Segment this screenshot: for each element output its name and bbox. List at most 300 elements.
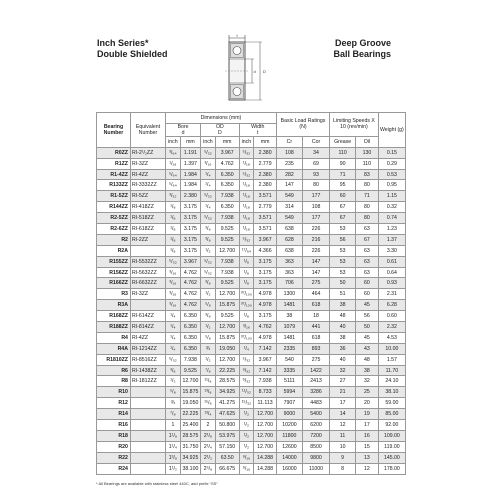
cell-bearing-number: R24 [97, 463, 131, 474]
cell-width-mm: 3.967 [254, 234, 277, 245]
cell-speed-grease: 53 [330, 256, 356, 267]
cell-bearing-number: R8 [97, 376, 131, 387]
cell-od-mm: 6.350 [215, 180, 239, 191]
cell-load-cr: 12600 [276, 441, 302, 452]
cell-speed-grease: 40 [330, 322, 356, 333]
cell-load-cr: 14000 [276, 452, 302, 463]
cell-bore-inch: 1 [166, 420, 181, 431]
cell-equivalent-number [130, 420, 165, 431]
cell-weight: 0.93 [378, 278, 405, 289]
cell-equivalent-number [130, 398, 165, 409]
cell-bearing-number: R22 [97, 452, 131, 463]
cell-width-inch: ¹/₈ [239, 256, 254, 267]
cell-speed-grease: 50 [330, 278, 356, 289]
cell-bore-mm: 3.175 [180, 202, 200, 213]
cell-equivalent-number: RI-4ZZ [130, 332, 165, 343]
table-row [97, 158, 406, 169]
cell-load-cor: 226 [302, 224, 329, 235]
cell-load-cr: 628 [276, 234, 302, 245]
cell-speed-grease: 53 [330, 245, 356, 256]
cell-width-mm: 7.142 [254, 365, 277, 376]
cell-od-mm: 3.967 [215, 147, 239, 158]
cell-bore-inch: ³/₈ [166, 365, 181, 376]
cell-od-inch: ⁵/₃₂ [201, 267, 216, 278]
cell-bearing-number: R1-5ZZ [97, 191, 131, 202]
cell-speed-oil: 48 [356, 354, 379, 365]
cell-width-inch: ¹/₈ [239, 267, 254, 278]
cell-od-mm: 47.625 [215, 409, 239, 420]
cell-speed-oil: 15 [356, 441, 379, 452]
cell-bearing-number: R2-5ZZ [97, 213, 131, 224]
cell-load-cor: 177 [302, 213, 329, 224]
cell-od-mm: 7.938 [215, 256, 239, 267]
cell-bearing-number: R3A [97, 300, 131, 311]
cell-od-mm: 28.575 [215, 376, 239, 387]
cell-speed-grease: 10 [330, 441, 356, 452]
cell-equivalent-number: RI-3ZZ [130, 289, 165, 300]
cell-bore-inch: 1³/₈ [166, 452, 181, 463]
cell-bearing-number: R188ZZ [97, 322, 131, 333]
cell-load-cr: 147 [276, 180, 302, 191]
cell-bearing-number: R20 [97, 441, 131, 452]
cell-speed-oil: 60 [356, 289, 379, 300]
cell-bore-mm: 4.762 [180, 289, 200, 300]
cell-width-inch: ¹/₁₈ [239, 158, 254, 169]
table-row [97, 332, 406, 343]
cell-width-inch: ⁹/₁₆ [239, 452, 254, 463]
cell-width-inch: ⁵/₃₂ [239, 354, 254, 365]
cell-equivalent-number: RI-2ZZ [130, 234, 165, 245]
table-row [97, 267, 406, 278]
cell-load-cor: 177 [302, 191, 329, 202]
cell-speed-grease: 21 [330, 387, 356, 398]
cell-bore-mm: 2.380 [180, 191, 200, 202]
col-header-cr: Cr [276, 136, 302, 147]
od-text: OD [215, 123, 224, 130]
cell-od-mm: 7.938 [215, 191, 239, 202]
cell-speed-oil: 45 [356, 300, 379, 311]
cell-speed-oil: 45 [356, 332, 379, 343]
cell-speed-grease: 36 [330, 343, 356, 354]
cell-load-cor: 147 [302, 267, 329, 278]
cell-width-inch: ¹/₄ [239, 343, 254, 354]
cell-od-inch: 2¹/₈ [201, 430, 216, 441]
cell-equivalent-number [130, 245, 165, 256]
cell-speed-grease: 56 [330, 234, 356, 245]
cell-bore-inch: ¹/₄ [166, 332, 181, 343]
cell-bearing-number: R10 [97, 387, 131, 398]
cell-speed-oil: 38 [356, 365, 379, 376]
cell-od-inch: ¹⁵/₈ [201, 398, 216, 409]
cell-bearing-number: R1-4ZZ [97, 169, 131, 180]
cell-load-cor: 80 [302, 180, 329, 191]
cell-bore-mm: 22.225 [180, 409, 200, 420]
cell-speed-oil: 56 [356, 311, 379, 322]
cell-equivalent-number [130, 441, 165, 452]
width-label: t [236, 33, 238, 38]
cell-bore-inch: ⁵/₆₄ [166, 180, 181, 191]
table-row [97, 398, 406, 409]
cell-bore-inch: ¹/₄ [166, 311, 181, 322]
cell-width-inch: ¹/₁₈ [239, 180, 254, 191]
cell-width-inch: ⁹/₃₂ [239, 376, 254, 387]
col-header-od [201, 123, 239, 136]
cell-bore-mm: 34.925 [180, 452, 200, 463]
cell-weight: 1.15 [378, 191, 405, 202]
cell-width-inch: ³⁷/₁₀₀ [239, 300, 254, 311]
cell-speed-oil: 16 [356, 430, 379, 441]
cell-weight: 59.00 [378, 398, 405, 409]
cell-width-mm: 12.700 [254, 441, 277, 452]
cell-bearing-number: R2 [97, 234, 131, 245]
cell-bore-mm: 1.984 [180, 169, 200, 180]
cell-width-inch: ¹⁵/₃₂ [239, 398, 254, 409]
cell-bore-mm: 4.762 [180, 300, 200, 311]
table-row [97, 409, 406, 420]
cell-speed-grease: 27 [330, 376, 356, 387]
cell-speed-oil: 25 [356, 387, 379, 398]
table-row [97, 420, 406, 431]
cell-load-cr: 5111 [276, 376, 302, 387]
cell-speed-oil: 17 [356, 420, 379, 431]
bearing-cross-section-diagram [218, 32, 270, 104]
cell-width-mm: 3.967 [254, 354, 277, 365]
cell-weight: 0.64 [378, 267, 405, 278]
cell-bearing-number: R4 [97, 332, 131, 343]
cell-width-inch: ¹/₁₈ [239, 213, 254, 224]
od-label: D [263, 69, 266, 74]
table-row [97, 365, 406, 376]
cell-bore-inch: ¹/₈ [166, 202, 181, 213]
cell-od-inch: ⁵/₃₂ [201, 147, 216, 158]
cell-weight: 2.32 [378, 322, 405, 333]
cell-bearing-number: R3 [97, 289, 131, 300]
cell-bore-mm: 38.100 [180, 463, 200, 474]
cell-speed-oil: 83 [356, 169, 379, 180]
cell-width-inch: ¹¹/₃₂ [239, 387, 254, 398]
cell-width-mm: 4.978 [254, 300, 277, 311]
cell-load-cr: 1079 [276, 322, 302, 333]
cell-bore-inch: ⁷/₈ [166, 409, 181, 420]
col-header-weight: Weight (g) [378, 113, 405, 148]
cell-equivalent-number: RI-1438ZZ [130, 365, 165, 376]
cell-load-cr: 638 [276, 224, 302, 235]
cell-bore-mm: 6.350 [180, 322, 200, 333]
cell-bore-mm: 3.175 [180, 234, 200, 245]
cell-bearing-number: R168ZZ [97, 311, 131, 322]
cell-load-cor: 147 [302, 256, 329, 267]
cell-width-mm: 3.571 [254, 191, 277, 202]
cell-speed-grease: 11 [330, 430, 356, 441]
cell-od-inch: 2¹/₄ [201, 441, 216, 452]
table-row [97, 452, 406, 463]
cell-load-cr: 363 [276, 256, 302, 267]
cell-equivalent-number [130, 387, 165, 398]
cell-bore-mm: 1.984 [180, 180, 200, 191]
cell-bearing-number: R2-6ZZ [97, 224, 131, 235]
col-header-bore [166, 123, 201, 136]
cell-load-cr: 5994 [276, 387, 302, 398]
cell-load-cor: 893 [302, 343, 329, 354]
cell-bore-inch: ³/₁₆ [166, 300, 181, 311]
cell-od-inch: ⁵/₈ [201, 300, 216, 311]
cell-bore-inch: ⁵/₈ [166, 387, 181, 398]
cell-bore-mm: 12.700 [180, 376, 200, 387]
cell-bore-mm: 19.050 [180, 398, 200, 409]
cell-width-inch: ⁹/₃₂ [239, 365, 254, 376]
cell-load-cor: 5400 [302, 409, 329, 420]
cell-bore-mm: 3.175 [180, 245, 200, 256]
product-title-line1: Deep Groove [334, 38, 391, 48]
cell-od-inch: ¹/₄ [201, 202, 216, 213]
cell-bearing-number: R1ZZ [97, 158, 131, 169]
cell-equivalent-number [130, 452, 165, 463]
cell-speed-oil: 63 [356, 256, 379, 267]
cell-speed-oil: 71 [356, 191, 379, 202]
cell-bore-inch: 1¹/₈ [166, 430, 181, 441]
cell-bore-inch: ¹/₂ [166, 376, 181, 387]
cell-width-inch: ¹/₂ [239, 441, 254, 452]
cell-load-cor: 275 [302, 278, 329, 289]
cell-equivalent-number: RI-3332ZZ [130, 180, 165, 191]
od-symbol: D [217, 129, 222, 136]
cell-od-mm: 12.700 [215, 289, 239, 300]
cell-equivalent-number: RI-418ZZ [130, 202, 165, 213]
cell-load-cor: 69 [302, 158, 329, 169]
cell-load-cr: 282 [276, 169, 302, 180]
cell-speed-grease: 9 [330, 452, 356, 463]
table-row [97, 343, 406, 354]
cell-speed-oil: 32 [356, 376, 379, 387]
table-row [97, 441, 406, 452]
cell-load-cr: 9000 [276, 409, 302, 420]
cell-weight: 85.00 [378, 409, 405, 420]
unit-mm: mm [180, 136, 200, 147]
cell-width-mm: 3.571 [254, 213, 277, 224]
cell-width-inch: ¹/₂ [239, 420, 254, 431]
cell-load-cor: 1422 [302, 365, 329, 376]
cell-bore-mm: 15.875 [180, 387, 200, 398]
col-header-width [239, 123, 276, 136]
series-title-line1: Inch Series* [97, 38, 149, 48]
cell-speed-oil: 130 [356, 147, 379, 158]
cell-bore-inch: ¹/₈ [166, 224, 181, 235]
cell-equivalent-number: RI-6632ZZ [130, 278, 165, 289]
cell-od-mm: 15.875 [215, 300, 239, 311]
cell-width-inch: ⁵/₃₂ [239, 169, 254, 180]
unit-inch: inch [201, 136, 216, 147]
cell-bore-mm: 4.762 [180, 267, 200, 278]
cell-speed-oil: 12 [356, 463, 379, 474]
cell-width-inch: ¹/₈ [239, 311, 254, 322]
cell-equivalent-number: RI-5532ZZ [130, 256, 165, 267]
cell-bore-inch: ¹/₈ [166, 234, 181, 245]
cell-load-cor: 3286 [302, 387, 329, 398]
cell-load-cor: 4483 [302, 398, 329, 409]
cell-bore-mm: 3.175 [180, 224, 200, 235]
table-row [97, 180, 406, 191]
cell-weight: 0.29 [378, 158, 405, 169]
col-header-cor: Cor [302, 136, 329, 147]
cell-width-mm: 11.113 [254, 398, 277, 409]
cell-bore-mm: 9.525 [180, 365, 200, 376]
cell-speed-grease: 32 [330, 365, 356, 376]
cell-width-inch: ¹⁷/₆₄ [239, 245, 254, 256]
cell-weight: 1.37 [378, 234, 405, 245]
cell-bearing-number: R155ZZ [97, 256, 131, 267]
cell-od-inch: ¹/₄ [201, 180, 216, 191]
cell-speed-grease: 8 [330, 463, 356, 474]
cell-od-inch: ¹/₄ [201, 169, 216, 180]
cell-od-inch: ³/₈ [201, 224, 216, 235]
cell-load-cr: 540 [276, 354, 302, 365]
cell-od-inch: ⁵/₃₂ [201, 256, 216, 267]
cell-od-mm: 6.350 [215, 169, 239, 180]
cell-load-cor: 441 [302, 322, 329, 333]
cell-bore-mm: 25.400 [180, 420, 200, 431]
cell-load-cor: 108 [302, 202, 329, 213]
cell-width-mm: 3.175 [254, 256, 277, 267]
cell-load-cor: 226 [302, 245, 329, 256]
cell-width-mm: 4.978 [254, 289, 277, 300]
cell-width-inch: ¹/₂ [239, 409, 254, 420]
cell-load-cor: 18 [302, 311, 329, 322]
cell-load-cr: 7907 [276, 398, 302, 409]
cell-equivalent-number: RI-5ZZ [130, 191, 165, 202]
cell-weight: 0.15 [378, 147, 405, 158]
cell-width-inch: ⁵/₃₂ [239, 147, 254, 158]
cell-weight: 11.70 [378, 365, 405, 376]
cell-bore-mm: 6.350 [180, 343, 200, 354]
cell-speed-grease: 53 [330, 267, 356, 278]
cell-load-cr: 3335 [276, 365, 302, 376]
cell-width-mm: 12.700 [254, 430, 277, 441]
cell-od-inch: ¹³/₈ [201, 387, 216, 398]
cell-equivalent-number: RI-4ZZ [130, 169, 165, 180]
cell-speed-oil: 13 [356, 452, 379, 463]
cell-weight: 4.53 [378, 332, 405, 343]
cell-bore-mm: 4.762 [180, 278, 200, 289]
cell-width-mm: 2.380 [254, 147, 277, 158]
cell-width-mm: 12.700 [254, 409, 277, 420]
product-title-line2: Ball Bearings [333, 49, 391, 59]
table-row [97, 354, 406, 365]
cell-load-cor: 11000 [302, 463, 329, 474]
cell-load-cor: 464 [302, 289, 329, 300]
cell-od-mm: 53.975 [215, 430, 239, 441]
cell-load-cr: 2335 [276, 343, 302, 354]
cell-load-cor: 618 [302, 300, 329, 311]
cell-bore-mm: 28.575 [180, 430, 200, 441]
cell-od-mm: 12.700 [215, 322, 239, 333]
cell-od-mm: 4.762 [215, 158, 239, 169]
cell-od-inch: ¹/₂ [201, 354, 216, 365]
cell-weight: 0.32 [378, 202, 405, 213]
cell-bore-inch: 1¹/₂ [166, 463, 181, 474]
cell-bore-inch: ⁵/₃₂ [166, 354, 181, 365]
cell-speed-oil: 63 [356, 245, 379, 256]
cell-equivalent-number: RI-3ZZ [130, 158, 165, 169]
cell-width-mm: 4.762 [254, 322, 277, 333]
cell-speed-oil: 80 [356, 202, 379, 213]
table-row [97, 376, 406, 387]
cell-bearing-number: R144ZZ [97, 202, 131, 213]
cell-load-cor: 6200 [302, 420, 329, 431]
cell-equivalent-number [130, 300, 165, 311]
cell-width-mm: 4.366 [254, 245, 277, 256]
cell-width-mm: 14.288 [254, 463, 277, 474]
cell-width-inch: ¹/₈ [239, 278, 254, 289]
cell-od-inch: ¹/₂ [201, 322, 216, 333]
cell-width-mm: 4.978 [254, 332, 277, 343]
cell-load-cr: 1300 [276, 289, 302, 300]
cell-load-cr: 10200 [276, 420, 302, 431]
cell-bore-inch: ¹/₈ [166, 213, 181, 224]
cell-bearing-number: R2A [97, 245, 131, 256]
cell-width-mm: 7.938 [254, 376, 277, 387]
cell-load-cor: 2413 [302, 376, 329, 387]
cell-width-mm: 3.571 [254, 224, 277, 235]
table-row [97, 169, 406, 180]
table-row [97, 191, 406, 202]
cell-equivalent-number: RI-1812ZZ [130, 376, 165, 387]
cell-width-mm: 2.779 [254, 158, 277, 169]
cell-speed-oil: 50 [356, 322, 379, 333]
cell-weight: 1.23 [378, 224, 405, 235]
cell-bearing-number: R16 [97, 420, 131, 431]
cell-width-mm: 3.175 [254, 267, 277, 278]
cell-speed-oil: 80 [356, 180, 379, 191]
cell-weight: 92.00 [378, 420, 405, 431]
bore-label: d [253, 69, 256, 74]
cell-speed-grease: 110 [330, 147, 356, 158]
cell-od-mm: 7.938 [215, 213, 239, 224]
cell-load-cr: 235 [276, 158, 302, 169]
cell-bore-inch: 1¹/₄ [166, 441, 181, 452]
cell-bore-mm: 1.397 [180, 158, 200, 169]
cell-speed-grease: 60 [330, 191, 356, 202]
cell-bearing-number: R6 [97, 365, 131, 376]
table-body [97, 147, 406, 474]
cell-bore-mm: 6.350 [180, 332, 200, 343]
cell-equivalent-number: RI-2¹/₂ZZ [130, 147, 165, 158]
cell-speed-grease: 51 [330, 289, 356, 300]
cell-speed-oil: 110 [356, 158, 379, 169]
table-row [97, 463, 406, 474]
cell-od-mm: 50.800 [215, 420, 239, 431]
cell-width-mm: 8.733 [254, 387, 277, 398]
cell-weight: 0.95 [378, 180, 405, 191]
cell-load-cor: 93 [302, 169, 329, 180]
cell-od-inch: ¹/₂ [201, 245, 216, 256]
cell-bore-inch: ¾ [166, 398, 181, 409]
cell-speed-oil: 43 [356, 343, 379, 354]
cell-speed-grease: 95 [330, 180, 356, 191]
cell-load-cr: 1481 [276, 300, 302, 311]
cell-load-cr: 549 [276, 213, 302, 224]
cell-equivalent-number: RI-1214ZZ [130, 343, 165, 354]
cell-equivalent-number [130, 409, 165, 420]
cell-bore-inch: ¹/₈ [166, 245, 181, 256]
table-row [97, 300, 406, 311]
width-symbol: t [257, 129, 259, 136]
cell-od-inch: ³/₁₆ [201, 158, 216, 169]
table-row [97, 224, 406, 235]
footnote: * All Bearings are available with stainless steel 440C, add prefix “SS” [96, 481, 218, 486]
cell-bearing-number: R156ZZ [97, 267, 131, 278]
cell-equivalent-number: RI-618ZZ [130, 224, 165, 235]
cell-load-cor: 34 [302, 147, 329, 158]
